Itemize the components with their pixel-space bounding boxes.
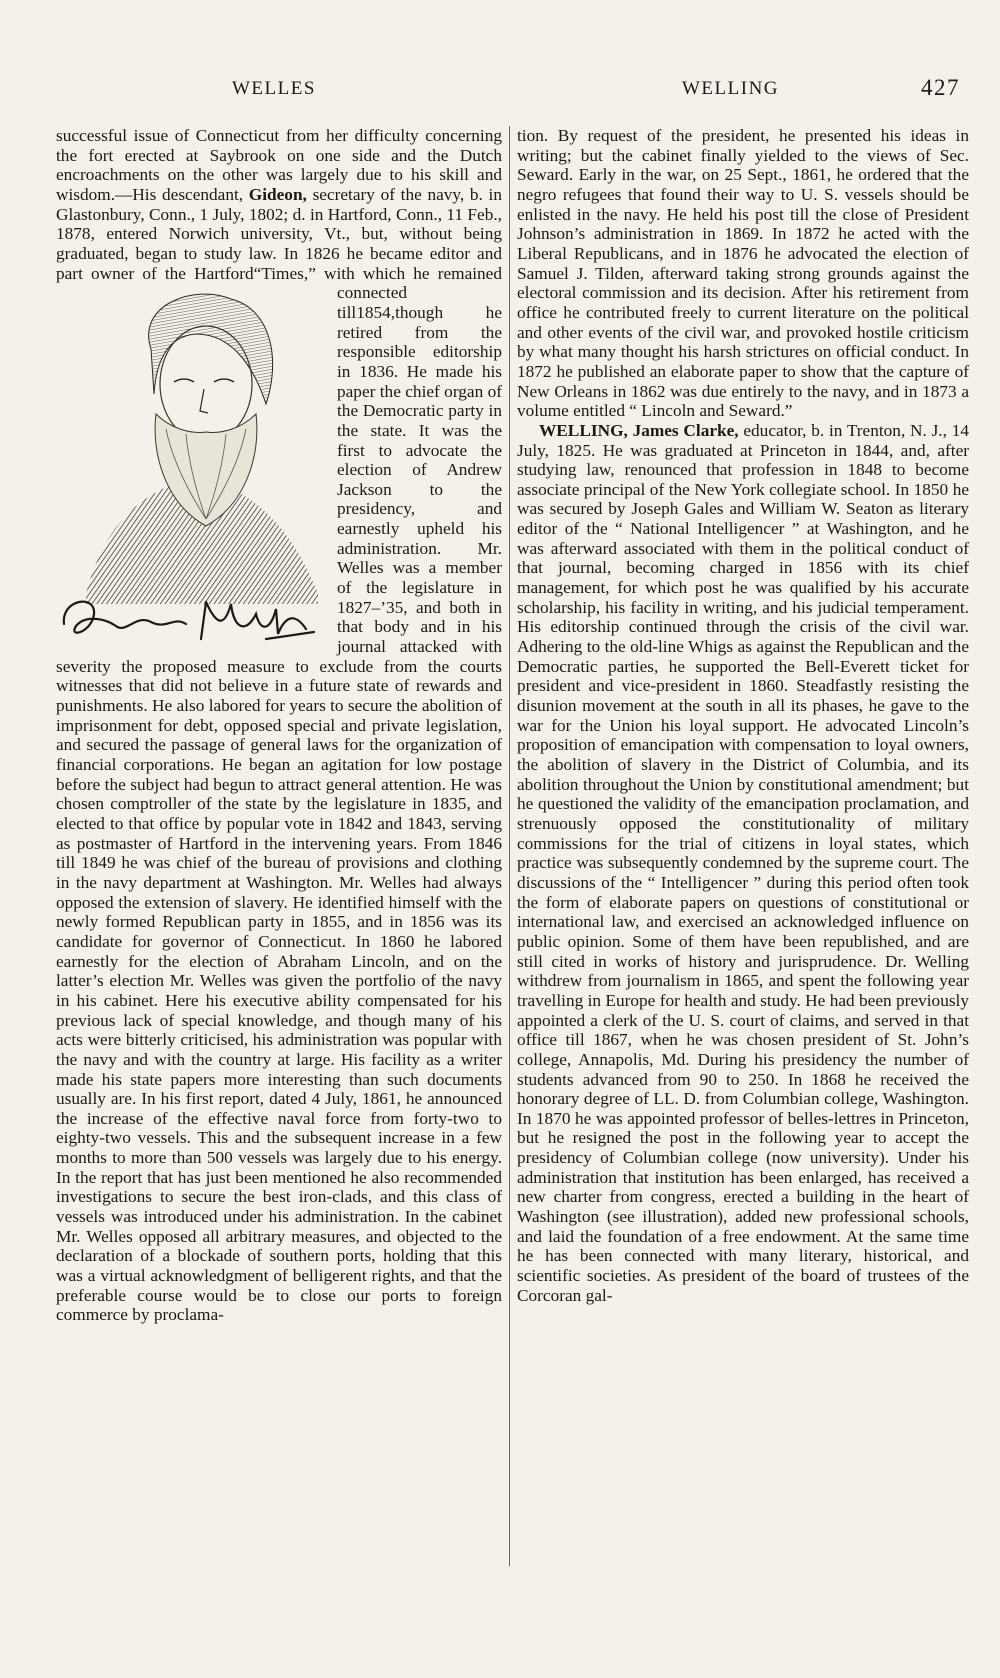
header-left-word: WELLES [232, 78, 316, 99]
welles-entry [56, 126, 502, 1325]
signature [56, 584, 326, 654]
page-number: 427 [921, 75, 960, 100]
welling-text: educator, b. in Trenton, N. J., 14 July, 1825. He was graduated at Princeton in 1844, and, after studying law, renounced that profession in 1848 to become associate principal of the New York collegiate school. In 1850 he was secured by Joseph Gales and William W. Seaton as literary editor of the “ National Intelligencer ” at Washington, and he was afterward associated with them in the political conduct of that journal, becoming charged in 1856 with its chief management, for which post he was qualified by his accurate scholarship, his facility in writing, and his judicial temperament. His editorship continued through the crisis of the civil war. Adhering to the old-line Whigs as against the Republican and the Democratic parties, he supported the Bell-Everett ticket for president and vice-president in 1860. Steadfastly resisting the disunion movement at the south in all its phases, he gave to the war for the Union his loyal support. He advocated Lincoln’s proposition of emancipation with compensation to loyal owners, the abolition of slavery in the District of Columbia, and its abolition throughout the Union by constitutional amendment; but he questioned the validity of the emancipation proclamation, and strenuously opposed the constitutionality of military commissions for the trial of citizens in loyal states, which practice was subsequently condemned by the supreme court. The discussions of the “ Intelligencer ” during this period often took the form of elaborate papers on questions of constitutional or international law, and exercised an acknowledged influence on public opinion. Some of them have been republished, and are still cited in works of history and jurisprudence. Dr. Welling withdrew from journalism in 1865, and spent the following year travelling in Europe for health and study. He had been previously appointed a clerk of the U. S. court of claims, and served in that office till 1867, when he was chosen president of St. John’s college, Annapolis, Md. During his presidency the number of students advanced from 90 to 250. In 1868 he received the honorary degree of LL. D. from Columbian college, Washington. In 1870 he was appointed professor of belles-lettres in Princeton, but he resigned the post in the following year to accept the presidency of Columbian college (now university). Under his administration that institution has been enlarged, has received a new charter from congress, erected a building in the heart of Washington (see illustration), added new professional schools, and laid the foundation of a free endowment. At the same time he has been connected with many literary, historical, and scientific societies. As president of the board of trustees of the Corcoran gal- [517, 420, 969, 1305]
gideon-headword: Gideon, [248, 184, 307, 204]
portrait-illustration [56, 264, 331, 654]
welles-paragraph-start: secretary of the navy, b. in Glastonbury, Conn., 1 July, 1802; d. in Hartford, Conn., 11 Feb., 1878, entered Norwich university, Vt., but, without being graduated, began to study law. In 1826 he became editor and part owner of the [56, 184, 502, 283]
header-right-word: WELLING [682, 78, 780, 99]
welling-headword: WELLING, James Clarke, [539, 420, 739, 440]
welling-entry [517, 421, 969, 1306]
welles-entry-continued: tion. By request of the president, he presented his ideas in writing; but the cabinet finally yielded to the views of Sec. Seward. Early in the war, on 25 Sept., 1861, he ordered that the negro refugees that found their way to U. S. vessels should be enlisted in the navy. He held his post till the close of President Johnson’s administration in 1869. In 1872 he acted with the Liberal Republicans, and in 1876 he advocated the election of Samuel J. Tilden, afterward taking strong grounds against the electoral commission and its decision. After his retirement from office he contributed freely to current literature on the political and other events of the civil war, and provoked hostile criticism by what many thought his harsh strictures on official conduct. In 1872 he published an elaborate paper to show that the capture of New Orleans in 1862 was due entirely to the navy, and in 1873 a volume entitled “ Lincoln and Seward.” [517, 126, 969, 421]
running-header [52, 70, 960, 110]
left-column [56, 126, 502, 1325]
welles-paragraph-continued: Hartford“Times,” with which he remained connected till1854,though he retired from the responsible editorship in 1836. He made his paper the chief organ of the Democratic party in the state. It was the first to advocate the election of Andrew Jackson to the presidency, and earnestly upheld his administration. Mr. Welles was a member of the legislature in 1827–’35, and both in that body and in his journal attacked with severity the proposed measure to exclude from the courts witnesses that did not believe in a future state of rewards and punishments. He also labored for years to secure the abolition of imprisonment for debt, opposed special and private legislation, and secured the passage of general laws for the organization of financial corporations. He began an agitation for low postage before the subject had begun to attract general attention. He was chosen comptroller of the state by the legislature in 1835, and elected to that office by popular vote in 1842 and 1843, serving as postmaster of Hartford in the intervening years. From 1846 till 1849 he was chief of the bureau of provisions and clothing in the navy department at Washington. Mr. Welles had always opposed the extension of slavery. He identified himself with the newly formed Republican party in 1855, and in 1856 was its candidate for governor of Connecticut. In 1860 he labored earnestly for the election of Abraham Lincoln, and on the latter’s election Mr. Welles was given the portfolio of the navy in his cabinet. Here his executive ability compensated for his previous lack of special knowledge, and though many of his acts were bitterly criticised, his administration was popular with the navy and with the country at large. His facility as a writer made his state papers more interesting than such documents usually are. In his first report, dated 4 July, 1861, he announced the increase of the effective naval force from forty-two to eighty-two vessels. This and the subsequent increase in a few months to more than 500 vessels was largely due to his energy. In the report that has just been mentioned he also recommended investigations to secure the best iron-clads, and this class of vessels was introduced under his administration. In the cabinet Mr. Welles opposed all arbitrary measures, and objected to the declaration of a blockade of southern ports, holding that this was a virtual acknowledgment of belligerent rights, and that the preferable course would be to close our ports to foreign commerce by proclama- [56, 263, 502, 1325]
column-divider [509, 126, 510, 1566]
right-column [517, 126, 969, 1305]
welles-opening-text: successful issue of Connecticut from her difficulty concerning the fort erected at Saybrook on one side and the Dutch encroachments on the other was largely due to his skill and wisdom.—His descendant, [56, 126, 502, 204]
signature-illustration [56, 584, 326, 654]
